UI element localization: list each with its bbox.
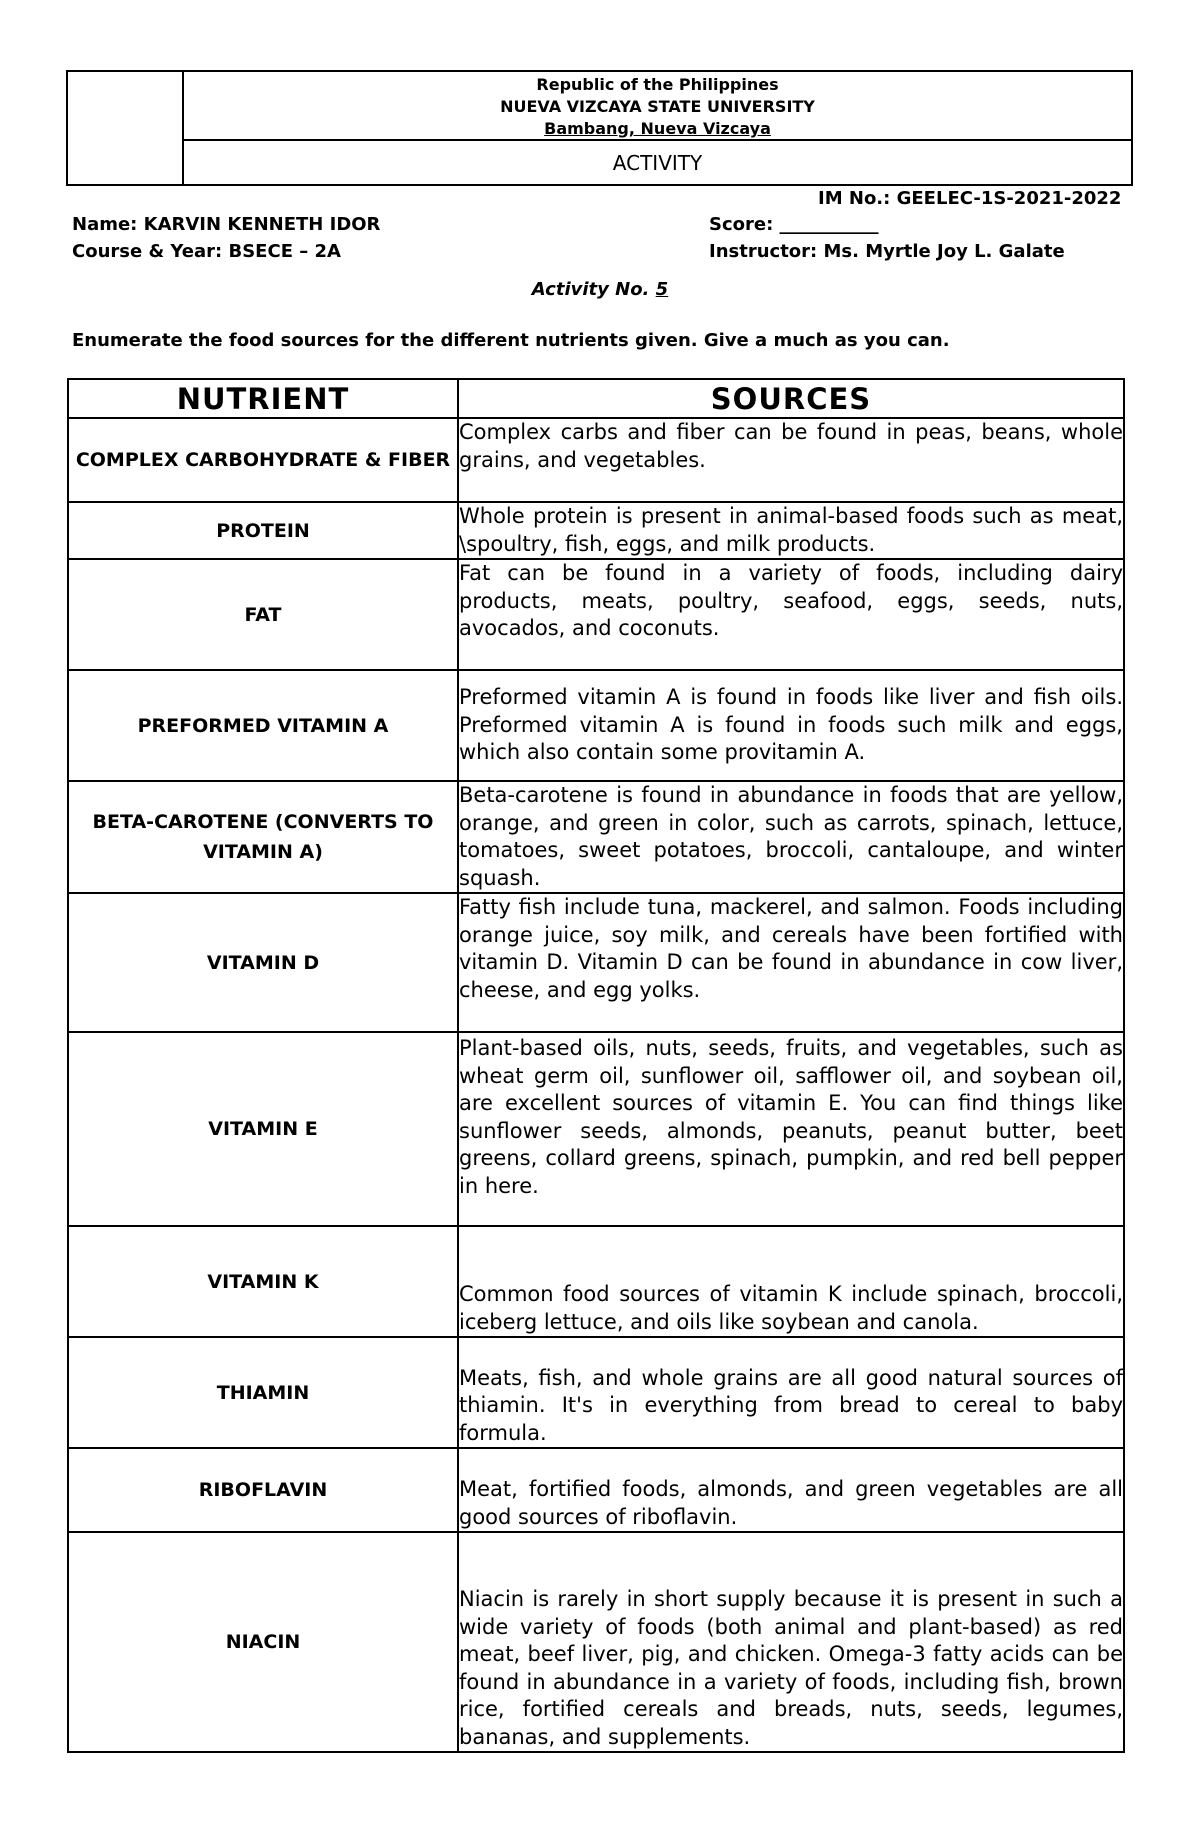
student-name: Name: KARVIN KENNETH IDOR (72, 214, 381, 235)
student-info (72, 211, 380, 265)
score-field: Score: ___________ (709, 214, 879, 235)
campus-line: Bambang, Nueva Vizcaya (544, 119, 771, 138)
im-number: IM No.: GEELEC-1S-2021-2022 (818, 188, 1122, 209)
table-row (68, 1226, 1124, 1337)
table-row (68, 1032, 1124, 1226)
activity-title-text: ACTIVITY (612, 150, 703, 175)
nutrient-sources: Plant-based oils, nuts, seeds, fruits, and vegetables, such as wheat germ oil, sunflower oil, safflower oil, and soybean oil, are excellent sources of vitamin E. You can find things like sunflower seeds, almonds, peanuts, peanut butter, beet greens, collard greens, spinach, pumpkin, and red bell pepper in here. (458, 1032, 1124, 1226)
nutrient-name: NIACIN (68, 1532, 458, 1752)
nutrient-name: FAT (68, 559, 458, 670)
activity-title (184, 141, 1131, 184)
nutrient-sources: Common food sources of vitamin K include spinach, broccoli, iceberg lettuce, and oils like soybean and canola. (458, 1226, 1124, 1337)
nutrient-name: PREFORMED VITAMIN A (68, 670, 458, 781)
instructor-name: Instructor: Ms. Myrtle Joy L. Galate (709, 241, 1065, 262)
nutrient-sources: Beta-carotene is found in abundance in foods that are yellow, orange, and green in color, such as carrots, spinach, lettuce, tomatoes, sweet potatoes, broccoli, cantaloupe, and winter squash. (458, 781, 1124, 893)
republic-line: Republic of the Philippines (536, 75, 779, 94)
institution-block (184, 72, 1131, 141)
instruction-text: Enumerate the food sources for the different nutrients given. Give a much as you can. (72, 330, 950, 351)
table-row (68, 1448, 1124, 1532)
nutrient-sources: Preformed vitamin A is found in foods like liver and fish oils. Preformed vitamin A is found in foods such milk and eggs, which also contain some provitamin A. (458, 670, 1124, 781)
nutrient-sources: Complex carbs and fiber can be found in peas, beans, whole grains, and vegetables. (458, 418, 1124, 502)
nutrient-name: VITAMIN E (68, 1032, 458, 1226)
nutrient-sources: Whole protein is present in animal-based foods such as meat, \spoultry, fish, eggs, and milk products. (458, 502, 1124, 559)
nutrient-name: THIAMIN (68, 1337, 458, 1448)
nutrient-name: COMPLEX CARBOHYDRATE & FIBER (68, 418, 458, 502)
nutrient-name: PROTEIN (68, 502, 458, 559)
table-row (68, 1532, 1124, 1752)
activity-number-value: 5 (655, 279, 669, 300)
table-row (68, 670, 1124, 781)
nutrient-name: RIBOFLAVIN (68, 1448, 458, 1532)
table-row (68, 1337, 1124, 1448)
header-nutrient: NUTRIENT (68, 379, 458, 418)
table-row (68, 893, 1124, 1032)
activity-number-label: Activity No. (531, 279, 656, 300)
header-sources: SOURCES (458, 379, 1124, 418)
nutrient-name: BETA-CAROTENE (CONVERTS TO VITAMIN A) (68, 781, 458, 893)
nutrient-sources: Fat can be found in a variety of foods, including dairy products, meats, poultry, seafood, eggs, seeds, nuts, avocados, and coconuts. (458, 559, 1124, 670)
activity-number (0, 279, 1200, 300)
nutrient-name: VITAMIN K (68, 1226, 458, 1337)
table-row (68, 418, 1124, 502)
nutrient-sources: Fatty fish include tuna, mackerel, and salmon. Foods including orange juice, soy milk, and cereals have been fortified with vitamin D. Vitamin D can be found in abundance in cow liver, cheese, and egg yolks. (458, 893, 1124, 1032)
university-line: NUEVA VIZCAYA STATE UNIVERSITY (500, 97, 815, 116)
document-header (66, 70, 1133, 186)
table-row (68, 559, 1124, 670)
nutrient-sources: Niacin is rarely in short supply because it is present in such a wide variety of foods (both animal and plant-based) as red meat, beef liver, pig, and chicken. Omega-3 fatty acids can be found in abundance in a variety of foods, including fish, brown rice, fortified cereals and breads, nuts, seeds, legumes, bananas, and supplements. (458, 1532, 1124, 1752)
course-year: Course & Year: BSECE – 2A (72, 241, 341, 262)
table-header-row (68, 379, 1124, 418)
nutrient-name: VITAMIN D (68, 893, 458, 1032)
logo-cell (68, 72, 184, 184)
table-row (68, 502, 1124, 559)
nutrient-sources: Meat, fortified foods, almonds, and green vegetables are all good sources of riboflavin. (458, 1448, 1124, 1532)
nutrient-table (67, 378, 1125, 1753)
grading-info (709, 211, 1065, 265)
table-row (68, 781, 1124, 893)
nutrient-sources: Meats, fish, and whole grains are all good natural sources of thiamin. It's in everything from bread to cereal to baby formula. (458, 1337, 1124, 1448)
